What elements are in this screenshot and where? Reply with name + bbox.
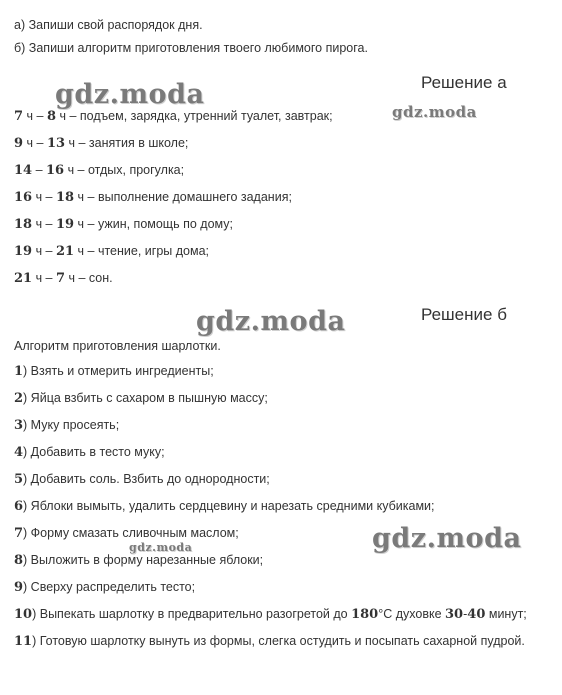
step-n: 3 (14, 418, 24, 433)
watermark: gdz.moda (372, 523, 522, 554)
step-text: ) Взять и отмерить ингредиенты; (23, 364, 214, 378)
schedule-text: ч – отдых, прогулка; (64, 163, 185, 177)
schedule-sep1: ч – (32, 217, 56, 231)
step-text: ) Выложить в форму нарезанные яблоки; (23, 553, 264, 567)
task-b: б) Запиши алгоритм приготовления твоего любимого пирога. (14, 41, 368, 55)
schedule-sep1: ч – (23, 109, 47, 123)
step-dash: - (463, 607, 468, 621)
task-a: а) Запиши свой распорядок дня. (14, 18, 203, 32)
schedule-text: ч – подъем, зарядка, утренний туалет, завтрак; (55, 109, 333, 123)
step-n: 7 (14, 526, 24, 541)
schedule-to: 21 (55, 244, 75, 259)
step-text: ) Форму смазать сливочным маслом; (23, 526, 239, 540)
schedule-from: 9 (14, 136, 24, 151)
schedule-text: ч – ужин, помощь по дому; (74, 217, 233, 231)
schedule-item (14, 162, 184, 179)
schedule-from: 18 (14, 217, 33, 232)
step-text: ) Муку просеять; (23, 418, 120, 432)
schedule-to: 7 (55, 271, 66, 286)
schedule-text: ч – чтение, игры дома; (74, 244, 210, 258)
step-n: 2 (14, 391, 24, 406)
step-t2: 40 (467, 607, 486, 622)
schedule-sep1: ч – (32, 190, 56, 204)
schedule-text: ч – выполнение домашнего задания; (74, 190, 292, 204)
schedule-text: ч – сон. (65, 271, 113, 285)
schedule-to: 16 (46, 163, 65, 178)
recipe-step (14, 633, 525, 650)
recipe-step (14, 498, 435, 515)
step-n: 8 (14, 553, 24, 568)
schedule-to: 19 (55, 217, 75, 232)
step-n: 4 (14, 445, 24, 460)
watermark: gdz.moda (55, 79, 205, 110)
step-n: 10 (14, 607, 33, 622)
schedule-from: 16 (14, 190, 33, 205)
step-text: ) Добавить соль. Взбить до однородности; (23, 472, 270, 486)
schedule-from: 7 (14, 109, 24, 124)
schedule-item (14, 270, 113, 287)
step-text: ) Добавить в тесто муку; (23, 445, 165, 459)
schedule-to: 13 (46, 136, 66, 151)
step-n: 11 (14, 634, 33, 649)
schedule-to: 8 (46, 109, 56, 124)
step-n: 9 (14, 580, 24, 595)
solution-b-heading: Решение б (421, 305, 507, 324)
schedule-sep1: ч – (32, 271, 56, 285)
schedule-item (14, 189, 292, 206)
solution-a-heading: Решение а (421, 73, 507, 92)
recipe-step (14, 552, 263, 569)
step-text-post: минут; (485, 607, 527, 621)
step-temp: 180 (351, 607, 379, 622)
step-text: ) Яйца взбить с сахаром в пышную массу; (23, 391, 268, 405)
recipe-step (14, 444, 165, 461)
step-n: 6 (14, 499, 24, 514)
recipe-step (14, 606, 527, 623)
watermark: gdz.moda (196, 306, 346, 337)
step-t1: 30 (445, 607, 464, 622)
step-text: ) Яблоки вымыть, удалить сердцевину и нарезать средними кубиками; (23, 499, 435, 513)
schedule-item (14, 216, 233, 233)
schedule-item (14, 243, 209, 260)
schedule-text: ч – занятия в школе; (65, 136, 189, 150)
schedule-item (14, 108, 333, 125)
schedule-from: 21 (14, 271, 33, 286)
schedule-from: 14 (14, 163, 33, 178)
step-text: ) Готовую шарлотку вынуть из формы, слегка остудить и посыпать сахарной пудрой. (32, 634, 525, 648)
recipe-step (14, 471, 270, 488)
schedule-sep1: ч – (32, 244, 56, 258)
schedule-from: 19 (14, 244, 33, 259)
step-text: ) Сверху распределить тесто; (23, 580, 196, 594)
schedule-sep1: ч – (23, 136, 47, 150)
recipe-intro: Алгоритм приготовления шарлотки. (14, 339, 221, 353)
recipe-step (14, 390, 268, 407)
recipe-step (14, 579, 195, 596)
step-n: 1 (14, 364, 24, 379)
watermark: gdz.moda (129, 541, 193, 554)
schedule-sep1: – (32, 163, 46, 177)
recipe-step (14, 525, 239, 542)
watermark: gdz.moda (392, 103, 477, 121)
step-text-pre: ) Выпекать шарлотку в предварительно разогретой до (32, 607, 352, 621)
schedule-item (14, 135, 188, 152)
step-n: 5 (14, 472, 24, 487)
step-text-mid: °С духовке (378, 607, 446, 621)
recipe-step (14, 363, 214, 380)
schedule-to: 18 (55, 190, 75, 205)
recipe-step (14, 417, 119, 434)
